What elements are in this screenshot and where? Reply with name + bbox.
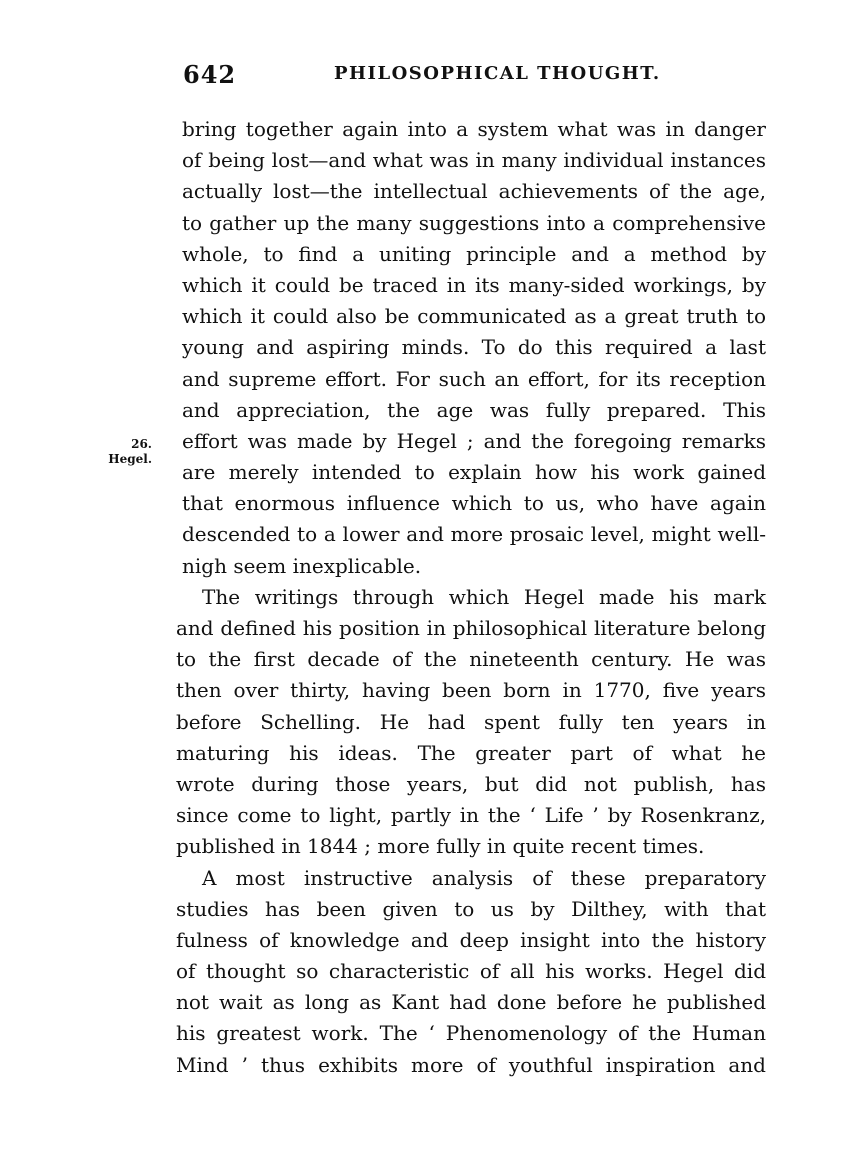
- text-line: not wait as long as Kant had done before he published: [176, 990, 766, 1015]
- text-line: Mind ’ thus exhibits more of youthful inspiration and: [176, 1052, 766, 1077]
- text-line: then over thirty, having been born in 1770, five years: [176, 678, 766, 703]
- running-head: PHILOSOPHICAL THOUGHT.: [334, 63, 661, 84]
- text-line: A most instructive analysis of these preparatory: [202, 865, 766, 890]
- text-line: since come to light, partly in the ‘ Life ’ by Rosenkranz,: [176, 803, 766, 828]
- text-line: actually lost—the intellectual achievements of the age,: [182, 179, 766, 204]
- text-line: to gather up the many suggestions into a comprehensive: [182, 210, 766, 235]
- text-line: effort was made by Hegel ; and the foregoing remarks: [182, 428, 766, 453]
- text-line: and appreciation, the age was fully prepared. This: [182, 397, 766, 422]
- text-line: studies has been given to us by Dilthey, with that: [176, 896, 766, 921]
- margin-note: [86, 437, 152, 467]
- text-line: whole, to find a uniting principle and a method by: [182, 241, 766, 266]
- text-line: before Schelling. He had spent fully ten years in: [176, 709, 766, 734]
- text-line: The writings through which Hegel made his mark: [202, 584, 766, 609]
- text-line: wrote during those years, but did not publish, has: [176, 771, 766, 796]
- text-line: maturing his ideas. The greater part of what he: [176, 740, 766, 765]
- text-line: which it could be traced in its many-sided workings, by: [182, 272, 766, 297]
- text-line: of being lost—and what was in many individual instances: [182, 148, 766, 173]
- text-line: which it could also be communicated as a great truth to: [182, 304, 766, 329]
- text-line: young and aspiring minds. To do this required a last: [182, 335, 766, 360]
- page-number: 642: [183, 60, 237, 89]
- text-line: and defined his position in philosophical literature belong: [176, 616, 766, 640]
- text-line: that enormous influence which to us, who have again: [182, 491, 766, 516]
- margin-note-number: 26.: [131, 437, 152, 451]
- text-line: of thought so characteristic of all his works. Hegel did: [176, 959, 766, 984]
- body-text: [176, 114, 766, 1081]
- text-line: are merely intended to explain how his work gained: [182, 460, 766, 485]
- text-line: descended to a lower and more prosaic level, might well-: [182, 522, 766, 547]
- text-line: bring together again into a system what was in danger: [182, 117, 766, 141]
- text-line: nigh seem inexplicable.: [182, 553, 422, 578]
- text-line: and supreme effort. For such an effort, for its reception: [182, 366, 766, 391]
- margin-note-label: Hegel.: [108, 452, 152, 466]
- text-line: published in 1844 ; more fully in quite recent times.: [176, 834, 705, 859]
- text-line: fulness of knowledge and deep insight into the history: [176, 927, 766, 952]
- text-line: to the first decade of the nineteenth century. He was: [176, 647, 766, 672]
- text-line: his greatest work. The ‘ Phenomenology of the Human: [176, 1021, 766, 1046]
